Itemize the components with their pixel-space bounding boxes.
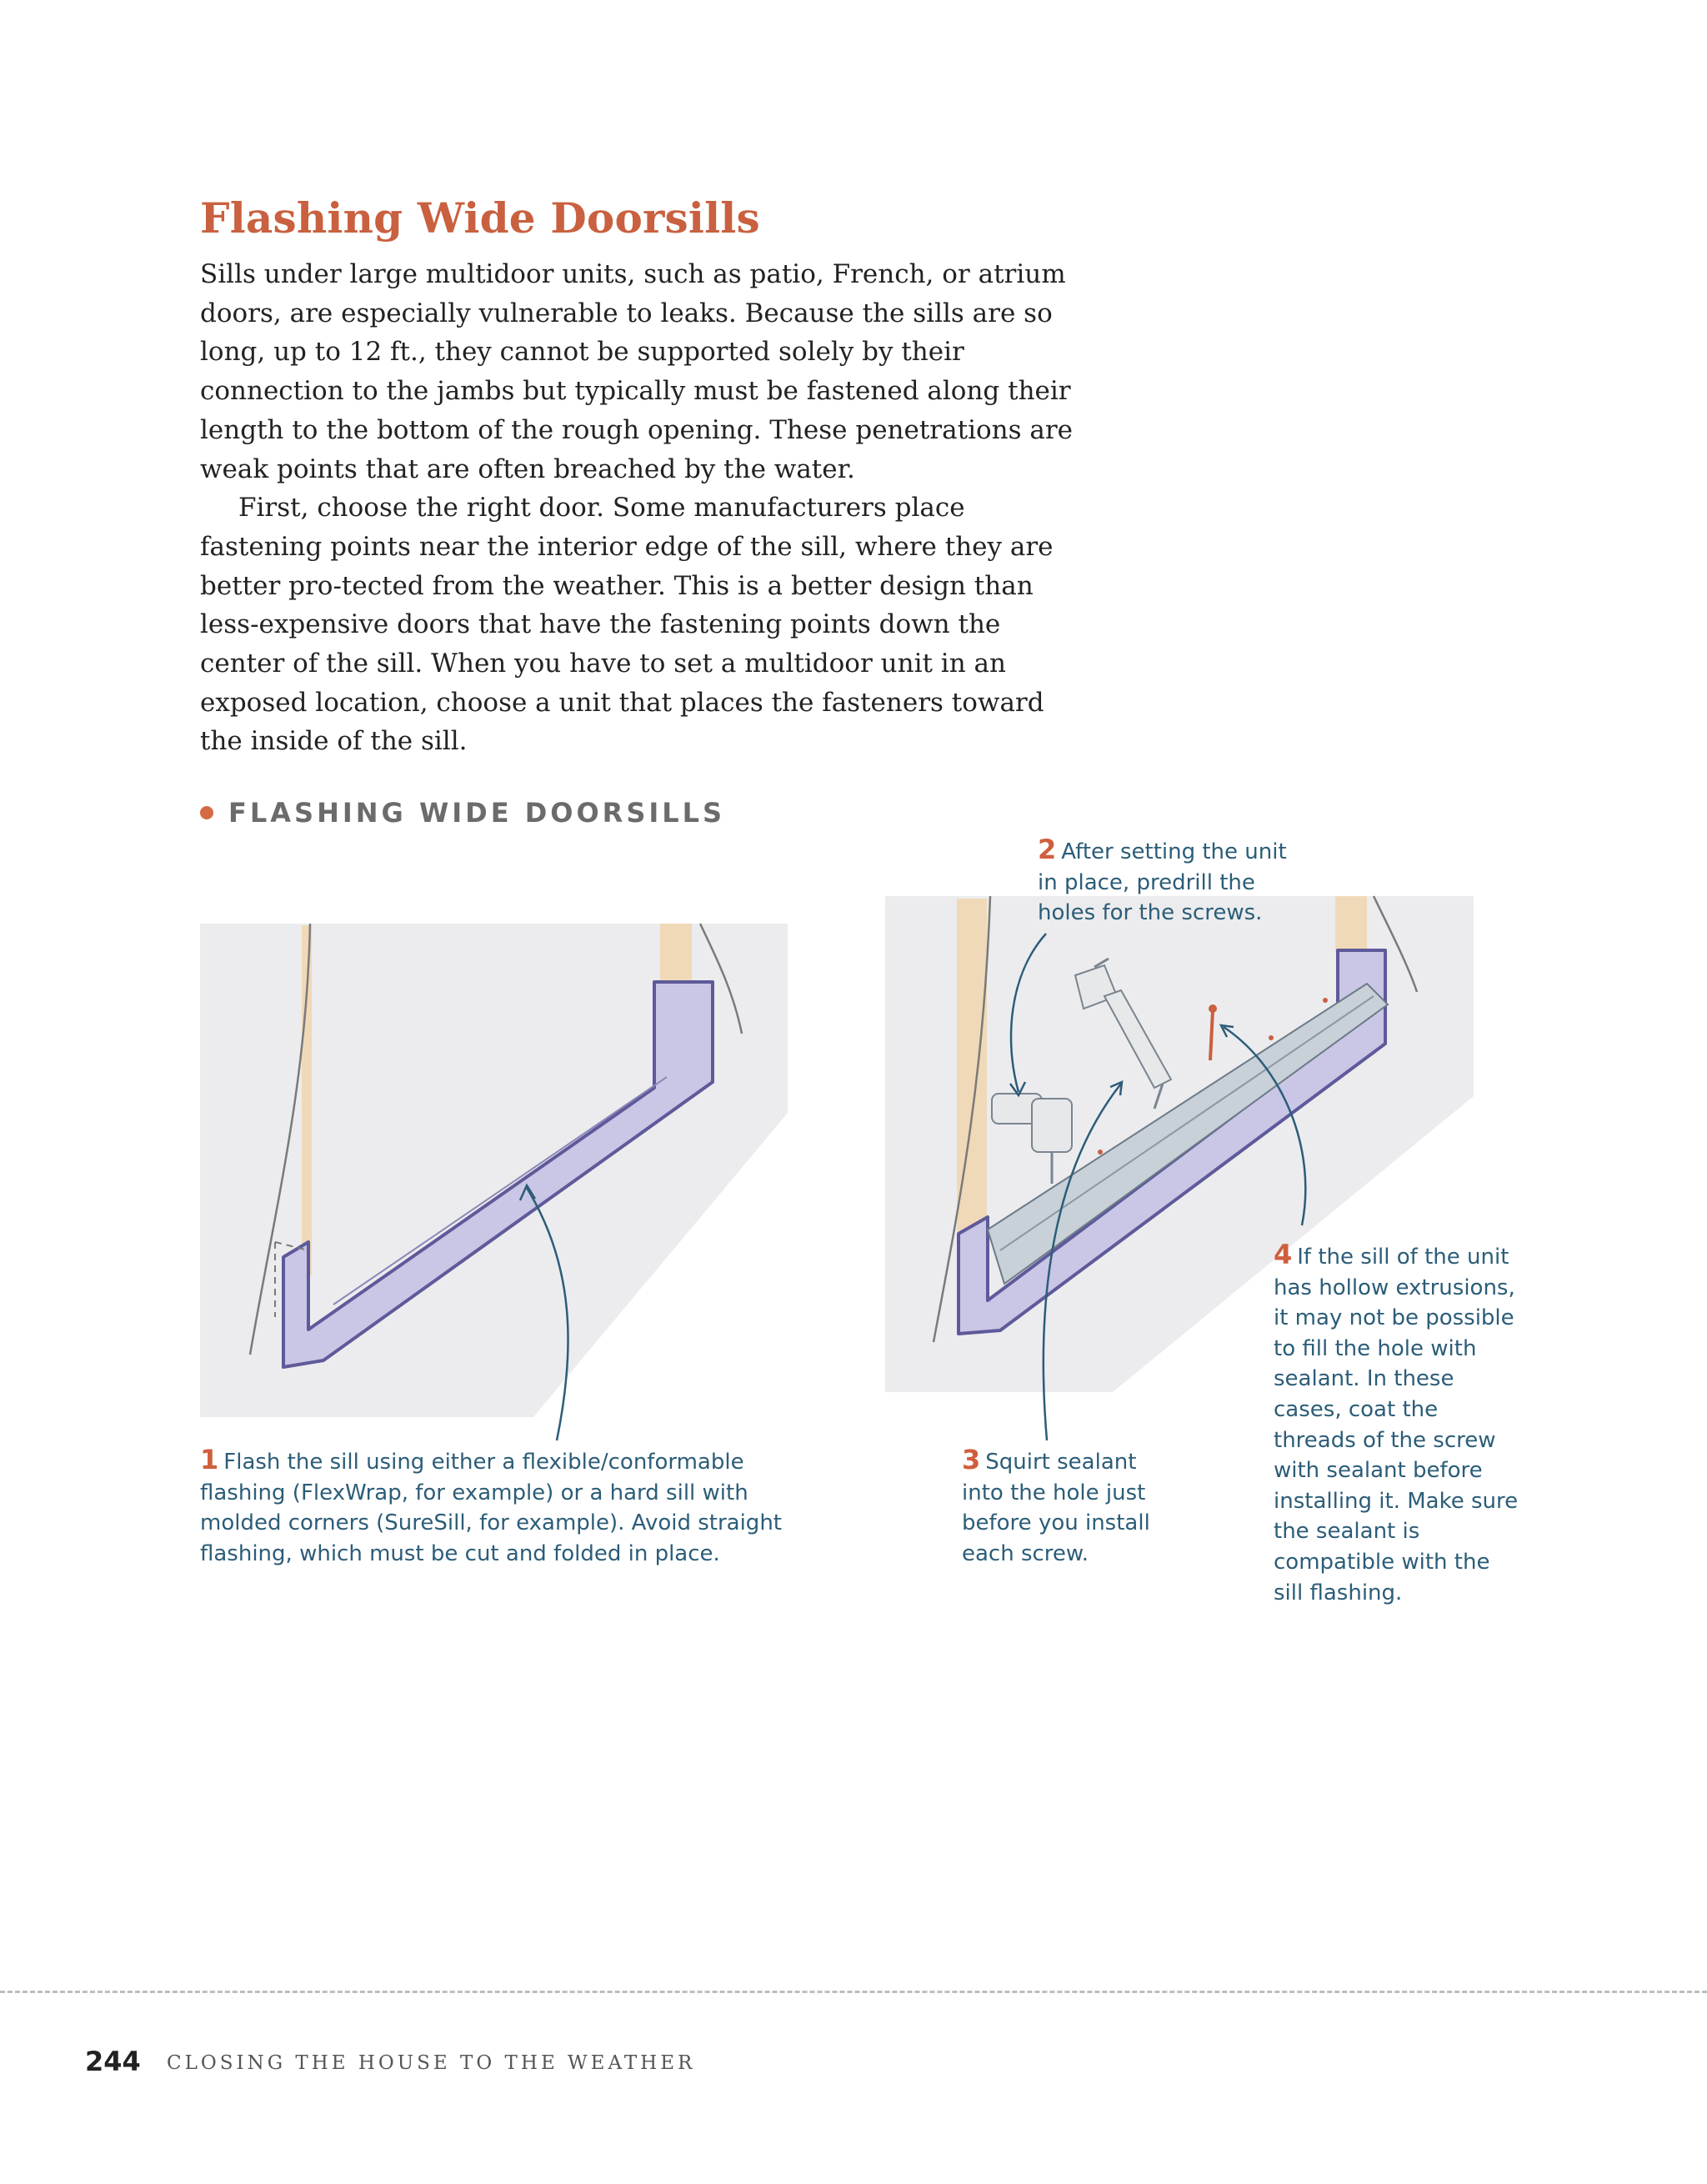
callout-4-number: 4 (1274, 1239, 1293, 1270)
left-jamb (302, 925, 312, 1275)
right-jamb-right-figure (1335, 896, 1367, 953)
section-heading: Flashing Wide Doorsills (200, 193, 760, 243)
screw-hole-1-icon (1098, 1150, 1103, 1155)
paragraph-2: First, choose the right door. Some manufacturers place fastening points near the interior edge of the sill, where they are better pro-tected from the weather. This is a better design than less-expensive doors that have the fastening points down the center of the sill. When you have to set a multidoor unit in an exposed location, choose a unit that places the fasteners toward the inside of the sill. (200, 493, 1054, 757)
callout-4 (1274, 1240, 1524, 1608)
callout-3-text: Squirt sealant into the hole just before you install each screw. (962, 1450, 1150, 1566)
callout-2-text: After setting the unit in place, predrill the holes for the screws. (1038, 839, 1287, 926)
callout-3 (962, 1445, 1169, 1569)
running-head: CLOSING THE HOUSE TO THE WEATHER (167, 2052, 696, 2074)
illustration-flashed-sill (200, 924, 788, 1440)
page-divider (0, 1991, 1707, 1993)
callout-3-number: 3 (962, 1444, 981, 1475)
callout-1 (200, 1445, 825, 1569)
callout-2-number: 2 (1038, 834, 1057, 865)
callout-4-text: If the sill of the unit has hollow extrusions, it may not be possible to fill the hole with sealant. In these cases, coat the threads of the screw with sealant before installing it. Make sure the sealant is compatible with the sill flashing. (1274, 1245, 1519, 1605)
callout-1-text: Flash the sill using either a flexible/conformable flashing (FlexWrap, for example) or a hard sill with molded corners (SureSill, for example). Avoid straight flashing, which must be cut and folded in place. (200, 1450, 782, 1566)
figure-title-text: FLASHING WIDE DOORSILLS (228, 797, 726, 829)
screw-hole-2-icon (1269, 1035, 1274, 1040)
right-jamb (660, 924, 692, 984)
paragraph-1: Sills under large multidoor units, such as patio, French, or atrium doors, are especially vulnerable to leaks. Because the sills are so long, up to 12 ft., they cannot be supported solely by their connection to the jambs but typically must be fastened along their length to the bottom of the rough opening. These penetrations are weak points that are often breached by the water. (200, 259, 1074, 484)
callout-2 (1038, 834, 1313, 929)
callout-1-number: 1 (200, 1444, 219, 1475)
page-number: 244 (85, 2046, 141, 2077)
screw-hole-3-icon (1323, 998, 1328, 1003)
